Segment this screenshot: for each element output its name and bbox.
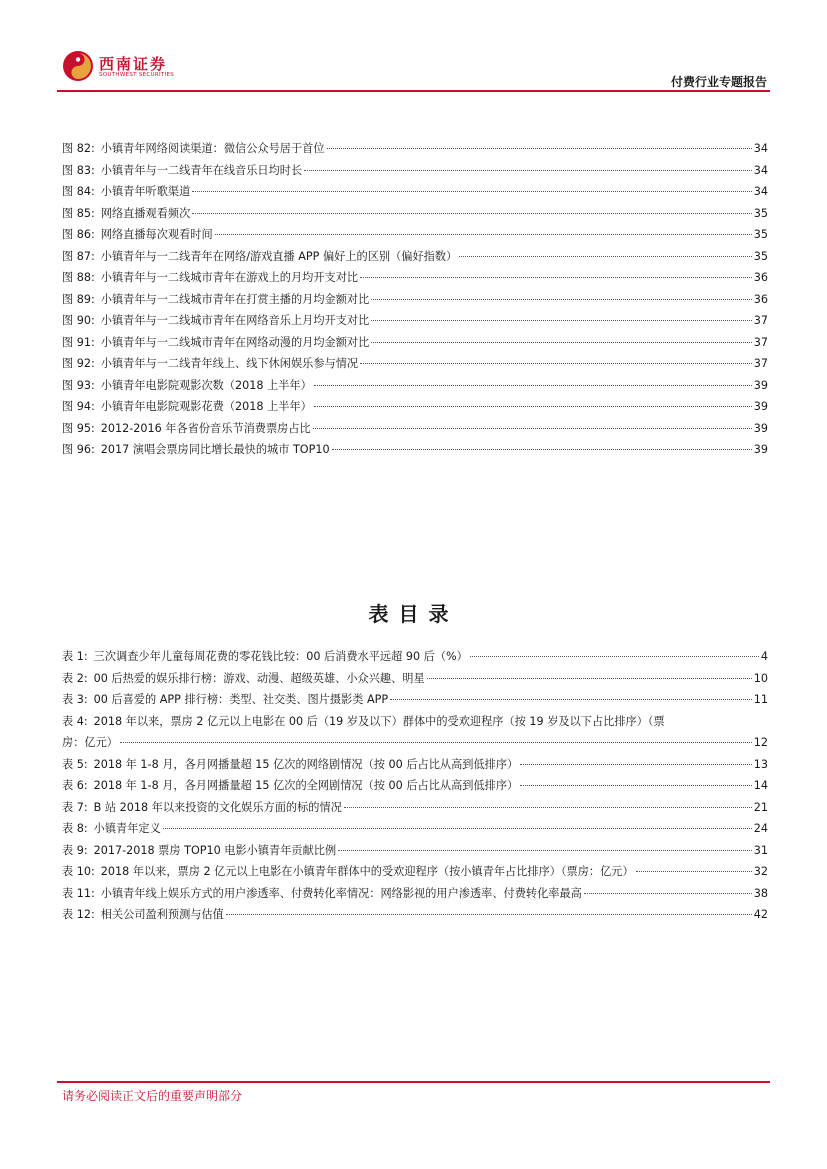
toc-entry[interactable]: [62, 861, 768, 883]
toc-entry[interactable]: [62, 160, 768, 182]
entry-label: 图 88:: [62, 271, 95, 284]
entry-label: 表 2:: [62, 671, 88, 685]
toc-entry[interactable]: [62, 439, 768, 461]
toc-entry[interactable]: [62, 818, 768, 840]
entry-title: B 站 2018 年以来投资的文化娱乐方面的标的情况: [93, 800, 342, 814]
entry-title: 小镇青年线上娱乐方式的用户渗透率、付费转化率情况：网络影视的用户渗透率、付费转化率最高: [100, 886, 582, 900]
entry-title: 2018 年以来，票房 2 亿元以上电影在小镇青年群体中的受欢迎程序（按小镇青年占比排序）（票房：亿元）: [100, 865, 634, 878]
entry-label: 表 11:: [62, 886, 95, 900]
toc-entry[interactable]: [62, 375, 768, 397]
company-logo: [62, 50, 182, 86]
toc-entry[interactable]: [62, 904, 768, 926]
entry-label: 图 82:: [62, 142, 95, 155]
entry-title: 2017 演唱会票房同比增长最快的城市 TOP10: [100, 443, 330, 456]
entry-page: 24: [753, 822, 768, 835]
toc-entry[interactable]: [62, 353, 768, 375]
entry-page: 37: [753, 357, 768, 370]
entry-label: 图 84:: [62, 185, 95, 198]
entry-page: 42: [753, 908, 768, 921]
figure-toc: [62, 138, 768, 461]
entry-label: 表 5:: [62, 757, 88, 771]
entry-title: 小镇青年听歌渠道: [100, 185, 191, 198]
footer-divider: [57, 1081, 770, 1083]
entry-label: 图 86:: [62, 228, 95, 241]
toc-entry[interactable]: [62, 267, 768, 289]
entry-label: 图 90:: [62, 314, 95, 327]
entry-label: 图 93:: [62, 378, 95, 392]
entry-second-line: [62, 732, 768, 754]
toc-entry[interactable]: [62, 203, 768, 225]
entry-label: 图 92:: [62, 357, 95, 370]
leader-dots: [584, 893, 752, 894]
entry-label: 图 85:: [62, 206, 95, 220]
entry-first-line: [62, 711, 768, 733]
toc-entry[interactable]: [62, 840, 768, 862]
entry-page: 35: [753, 206, 768, 220]
toc-entry[interactable]: [62, 668, 768, 690]
tables-section-title: 表目录: [368, 602, 459, 626]
entry-page: 38: [753, 886, 768, 900]
entry-label: 表 4:: [62, 714, 88, 728]
entry-label: 图 83:: [62, 163, 95, 177]
entry-title: 小镇青年与一二线城市青年在网络音乐上月均开支对比: [100, 314, 370, 327]
entry-title: 小镇青年定义: [93, 822, 161, 835]
entry-title: 相关公司盈利预测与估值: [100, 908, 224, 921]
leader-dots: [313, 428, 752, 429]
entry-title: 2018 年 1-8 月，各月网播量超 15 亿次的全网剧情况（按 00 后占比从高到低排序）: [93, 779, 519, 792]
leader-dots: [332, 449, 752, 450]
toc-entry[interactable]: [62, 689, 768, 711]
entry-page: 32: [753, 865, 768, 878]
leader-dots: [520, 764, 752, 765]
entry-label: 图 91:: [62, 335, 95, 349]
toc-entry[interactable]: [62, 138, 768, 160]
logo-english-name: SOUTHWEST SECURITIES: [99, 72, 175, 78]
toc-entry[interactable]: [62, 797, 768, 819]
entry-page: 31: [753, 843, 768, 857]
entry-title: 小镇青年与一二线青年线上、线下休闲娱乐参与情况: [100, 357, 359, 370]
entry-page: 35: [753, 228, 768, 241]
footer-disclaimer: 请务必阅读正文后的重要声明部分: [62, 1089, 243, 1103]
toc-entry-multiline[interactable]: [62, 711, 768, 754]
entry-title: 小镇青年电影院观影花费（2018 上半年）: [100, 400, 312, 413]
entry-label: 图 87:: [62, 249, 95, 263]
entry-page: 36: [753, 271, 768, 284]
entry-title: 00 后热爱的娱乐排行榜：游戏、动漫、超级英雄、小众兴趣、明星: [93, 671, 425, 685]
leader-dots: [520, 785, 752, 786]
toc-entry[interactable]: [62, 646, 768, 668]
toc-entry[interactable]: [62, 246, 768, 268]
entry-page: 39: [753, 421, 768, 435]
toc-entry[interactable]: [62, 418, 768, 440]
leader-dots: [314, 385, 752, 386]
entry-title: 小镇青年与一二线城市青年在网络动漫的月均金额对比: [100, 335, 370, 349]
entry-label: 表 8:: [62, 822, 88, 835]
entry-page: 34: [753, 142, 768, 155]
leader-dots: [215, 234, 752, 235]
toc-entry[interactable]: [62, 396, 768, 418]
leader-dots: [371, 299, 751, 300]
leader-dots: [327, 148, 752, 149]
entry-title: 小镇青年与一二线青年在网络/游戏直播 APP 偏好上的区别（偏好指数）: [100, 249, 458, 263]
entry-title: 网络直播每次观看时间: [100, 228, 213, 241]
header-divider: [57, 90, 770, 92]
entry-label: 表 7:: [62, 800, 88, 814]
entry-label: 表 1:: [62, 650, 88, 663]
entry-title-line2: 房：亿元）: [62, 736, 118, 749]
entry-label: 表 12:: [62, 908, 95, 921]
entry-page: 36: [753, 292, 768, 306]
entry-label: 图 96:: [62, 443, 95, 456]
entry-label: 图 94:: [62, 400, 95, 413]
entry-page: 34: [753, 185, 768, 198]
entry-page: 39: [753, 400, 768, 413]
leader-dots: [470, 656, 759, 657]
page-header: [0, 0, 827, 96]
entry-title: 小镇青年与一二线城市青年在游戏上的月均开支对比: [100, 271, 359, 284]
entry-page: 12: [753, 736, 768, 749]
toc-entry[interactable]: [62, 775, 768, 797]
leader-dots: [360, 277, 752, 278]
entry-title: 三次调查少年儿童每周花费的零花钱比较：00 后消费水平远超 90 后（%）: [93, 650, 468, 663]
entry-label: 图 95:: [62, 421, 95, 435]
entry-page: 35: [753, 249, 768, 263]
toc-entry[interactable]: [62, 181, 768, 203]
toc-entry[interactable]: [62, 224, 768, 246]
entry-page: 14: [753, 779, 768, 792]
entry-title: 小镇青年电影院观影次数（2018 上半年）: [100, 378, 312, 392]
entry-label: 图 89:: [62, 292, 95, 306]
entry-page: 21: [753, 800, 768, 814]
leader-dots: [390, 699, 752, 700]
logo-chinese-name: 西南证券: [99, 55, 168, 73]
entry-label: 表 6:: [62, 779, 88, 792]
entry-label: 表 10:: [62, 865, 95, 878]
leader-dots: [344, 807, 752, 808]
entry-title: 2017-2018 票房 TOP10 电影小镇青年贡献比例: [93, 843, 337, 857]
toc-entry[interactable]: [62, 332, 768, 354]
toc-entry[interactable]: [62, 310, 768, 332]
table-toc: [62, 646, 768, 926]
report-type: 付费行业专题报告: [670, 75, 767, 89]
leader-dots: [304, 170, 752, 171]
leader-dots: [459, 256, 752, 257]
toc-entry[interactable]: [62, 754, 768, 776]
leader-dots: [338, 850, 752, 851]
entry-page: 39: [753, 378, 768, 392]
leader-dots: [226, 914, 752, 915]
entry-title: 小镇青年与一二线城市青年在打赏主播的月均金额对比: [100, 292, 370, 306]
leader-dots: [371, 342, 751, 343]
entry-label: 表 9:: [62, 843, 88, 857]
entry-title-line1: 2018 年以来，票房 2 亿元以上电影在 00 后（19 岁及以下）群体中的受欢迎程序（按 19 岁及以下占比排序）（票: [93, 714, 665, 728]
leader-dots: [192, 191, 751, 192]
entry-title: 网络直播观看频次: [100, 206, 191, 220]
toc-entry[interactable]: [62, 289, 768, 311]
entry-page: 4: [760, 650, 768, 663]
entry-page: 13: [753, 757, 768, 771]
entry-label: 表 3:: [62, 693, 88, 706]
leader-dots: [636, 871, 752, 872]
leader-dots: [163, 828, 752, 829]
entry-page: 11: [753, 693, 768, 706]
leader-dots: [427, 678, 752, 679]
entry-title: 小镇青年网络阅读渠道：微信公众号居于首位: [100, 142, 325, 155]
leader-dots: [360, 363, 752, 364]
logo-mark-icon: [62, 50, 94, 82]
entry-title: 小镇青年与一二线青年在线音乐日均时长: [100, 163, 303, 177]
leader-dots: [314, 406, 752, 407]
entry-page: 10: [753, 671, 768, 685]
leader-dots: [371, 320, 751, 321]
entry-page: 37: [753, 314, 768, 327]
entry-title: 2018 年 1-8 月，各月网播量超 15 亿次的网络剧情况（按 00 后占比从高到低排序）: [93, 757, 519, 771]
entry-page: 37: [753, 335, 768, 349]
leader-dots: [192, 213, 751, 214]
entry-page: 34: [753, 163, 768, 177]
entry-title: 2012-2016 年各省份音乐节消费票房占比: [100, 421, 311, 435]
toc-entry[interactable]: [62, 883, 768, 905]
entry-title: 00 后喜爱的 APP 排行榜：类型、社交类、图片摄影类 APP: [93, 693, 389, 706]
leader-dots: [120, 742, 752, 743]
entry-page: 39: [753, 443, 768, 456]
